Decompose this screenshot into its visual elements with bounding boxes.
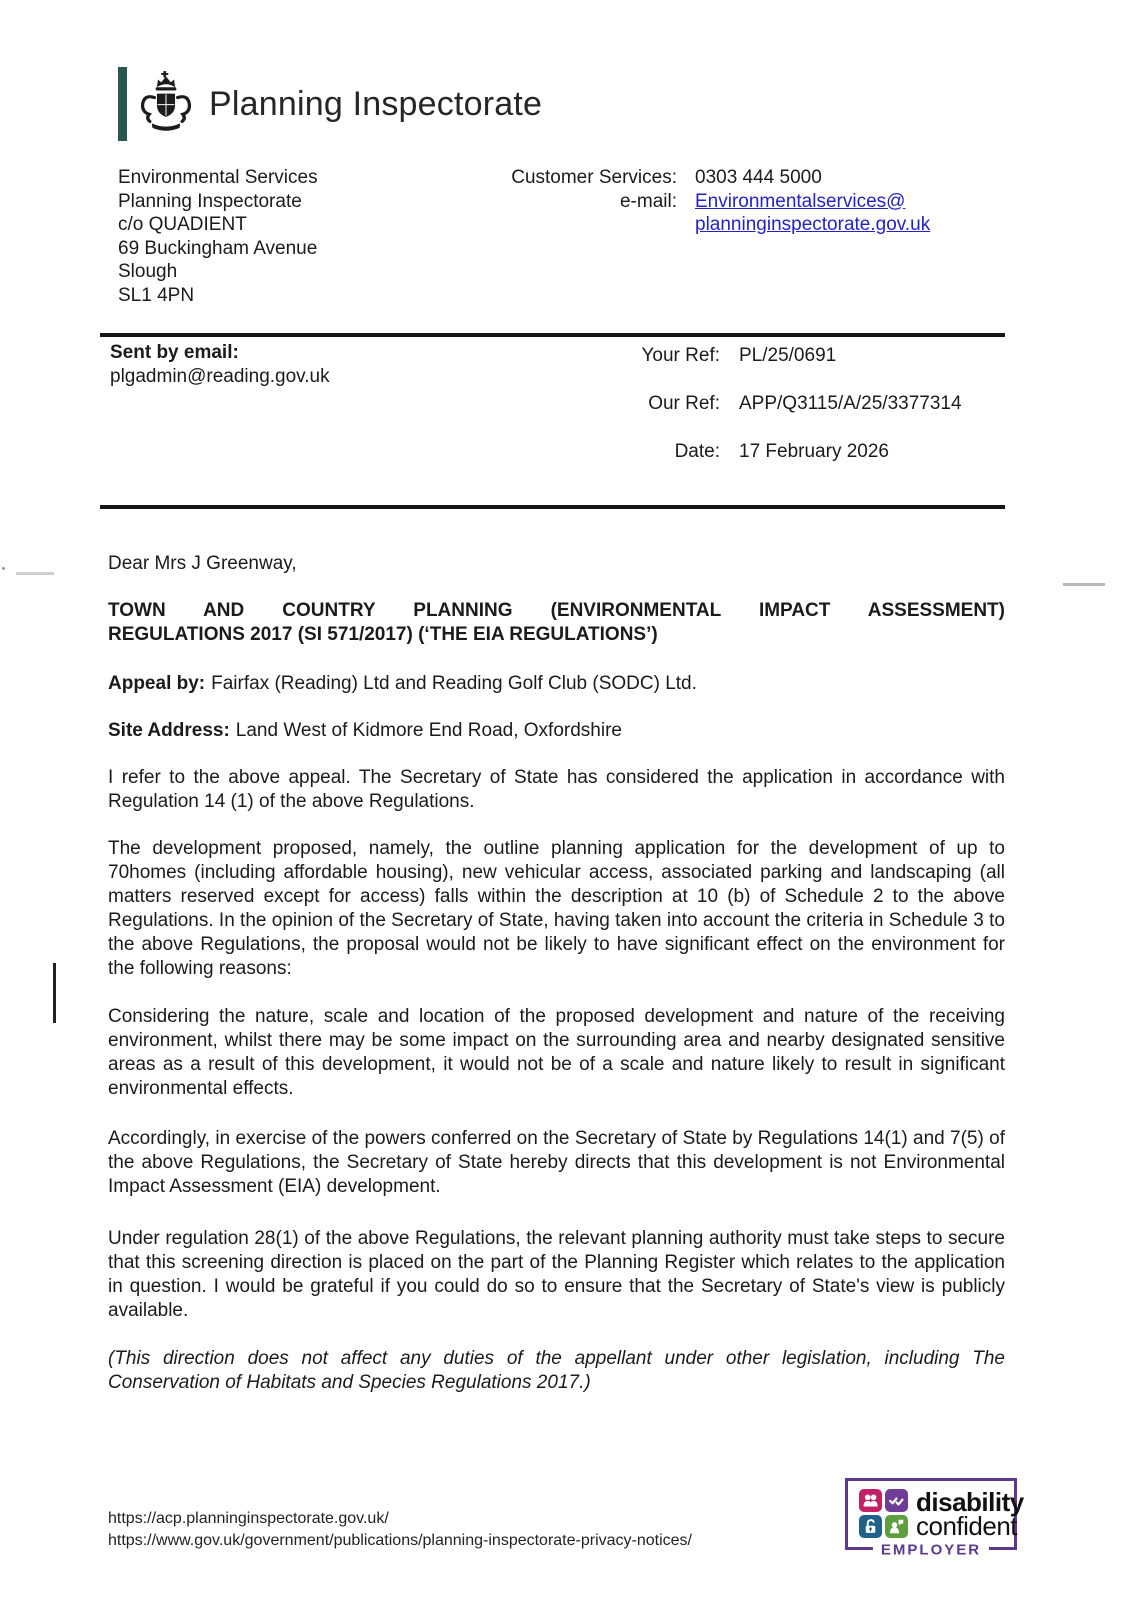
email-label: e-mail: bbox=[619, 190, 677, 212]
our-ref-label: Our Ref: bbox=[648, 393, 720, 414]
badge-inner bbox=[848, 1481, 1024, 1541]
body-paragraph: Considering the nature, scale and location of the proposed development and nature of the receiving environment, whilst there may be some impact on the surrounding area and nearby designated sensitive areas as a result of this development, it would not be of a scale and nature likely to result in significant environmental effects. bbox=[108, 1006, 1005, 1099]
appeal-by-line bbox=[108, 672, 1005, 696]
email-link-line1[interactable]: Environmentalservices@ bbox=[695, 190, 906, 212]
your-ref-value: PL/25/0691 bbox=[739, 345, 837, 366]
letter-heading bbox=[108, 599, 1005, 647]
customer-services-label: Customer Services: bbox=[511, 167, 677, 188]
sender-address-line: SL1 4PN bbox=[118, 284, 195, 306]
sender-address-block bbox=[118, 166, 318, 308]
date-value: 17 February 2026 bbox=[739, 441, 889, 462]
recipient-email: plgadmin@reading.gov.uk bbox=[110, 365, 330, 387]
logo-accent-bar bbox=[118, 67, 127, 141]
scan-mark-dot bbox=[2, 567, 5, 570]
people-icon bbox=[859, 1489, 882, 1512]
letter-heading-line1: TOWN AND COUNTRY PLANNING (ENVIRONMENTAL IMPACT ASSESSMENT) bbox=[108, 600, 1005, 621]
sender-address-line: 69 Buckingham Avenue bbox=[118, 237, 318, 259]
body-paragraph: The development proposed, namely, the outline planning application for the development of up to 70homes (including affordable housing), new vehicular access, associated parking and landscaping (all matters reserved except for access) falls within the description at 10 (b) of Schedule 2 to the above Regulations. In the opinion of the Secretary of State, having taken into account the criteria in Schedule 3 to the above Regulations, the proposal would not be likely to have significant effect on the environment for the following reasons: bbox=[108, 838, 1005, 979]
fold-mark-left bbox=[16, 572, 54, 575]
footer-url: https://acp.planninginspectorate.gov.uk/ bbox=[108, 1510, 389, 1527]
appeal-by-label: Appeal by: bbox=[108, 673, 206, 694]
sender-address-line: Planning Inspectorate bbox=[118, 190, 302, 212]
your-ref-label: Your Ref: bbox=[641, 345, 720, 366]
site-address-text: Land West of Kidmore End Road, Oxfordshire bbox=[235, 720, 622, 741]
horizontal-rule-bottom bbox=[100, 505, 1005, 509]
fold-mark-right bbox=[1063, 583, 1105, 586]
letter-body bbox=[108, 552, 1005, 1418]
salutation: Dear Mrs J Greenway, bbox=[108, 553, 297, 574]
badge-word-disability: disability bbox=[916, 1486, 1024, 1517]
double-check-icon bbox=[885, 1489, 908, 1512]
sender-address-line: Environmental Services bbox=[118, 167, 318, 188]
planning-inspectorate-logo bbox=[118, 66, 542, 142]
date-label: Date: bbox=[674, 441, 720, 462]
our-ref-value: APP/Q3115/A/25/3377314 bbox=[739, 393, 962, 414]
body-paragraph: I refer to the above appeal. The Secretary of State has considered the application in accordance with Regulation 14 (1) of the above Regulations. bbox=[108, 767, 1005, 812]
body-paragraph: Under regulation 28(1) of the above Regulations, the relevant planning authority must take steps to secure that this screening direction is placed on the part of the Planning Register which relates to the application in question. I would be grateful if you could do so to ensure that the Secretary of State's view is publicly available. bbox=[108, 1228, 1005, 1321]
email-link-line2[interactable]: planninginspectorate.gov.uk bbox=[695, 214, 931, 236]
sender-address-line: Slough bbox=[118, 261, 178, 283]
date-row bbox=[630, 440, 962, 464]
letter-heading-line2: REGULATIONS 2017 (SI 571/2017) (‘THE EIA REGULATIONS’) bbox=[108, 624, 658, 645]
sent-by-email-label: Sent by email: bbox=[110, 342, 239, 363]
email-link[interactable] bbox=[695, 190, 930, 237]
person-speaking-icon bbox=[885, 1515, 908, 1538]
customer-services-phone: 0303 444 5000 bbox=[695, 167, 822, 188]
appeal-by-text: Fairfax (Reading) Ltd and Reading Golf Club (SODC) Ltd. bbox=[211, 673, 697, 694]
our-ref-row bbox=[630, 392, 962, 416]
brand-title: Planning Inspectorate bbox=[209, 84, 543, 123]
footer-links bbox=[108, 1508, 692, 1552]
badge-employer-label: EMPLOYER bbox=[873, 1542, 989, 1559]
sender-address-line: c/o QUADIENT bbox=[118, 214, 247, 236]
site-address-label: Site Address: bbox=[108, 720, 230, 741]
contact-block bbox=[493, 166, 930, 237]
site-address-line bbox=[108, 719, 1005, 743]
open-padlock-icon bbox=[859, 1515, 882, 1538]
horizontal-rule-top bbox=[100, 333, 1005, 337]
badge-icon-grid bbox=[859, 1489, 908, 1538]
margin-revision-bar bbox=[53, 963, 56, 1023]
royal-coat-of-arms-icon bbox=[135, 66, 197, 142]
italic-note: (This direction does not affect any duties of the appellant under other legislation, including The Conservation of Habitats and Species Regulations 2017.) bbox=[108, 1348, 1005, 1393]
references-block bbox=[630, 344, 962, 488]
footer-url: https://www.gov.uk/government/publications/planning-inspectorate-privacy-notices/ bbox=[108, 1532, 692, 1549]
badge-word-confident: confident bbox=[916, 1510, 1018, 1541]
dispatch-block bbox=[110, 341, 330, 388]
body-paragraph: Accordingly, in exercise of the powers conferred on the Secretary of State by Regulations 14(1) and 7(5) of the above Regulations, the Secretary of State hereby directs that this development is not Environmental Impact Assessment (EIA) development. bbox=[108, 1128, 1005, 1197]
your-ref-row bbox=[630, 344, 962, 368]
disability-confident-badge bbox=[845, 1478, 1024, 1559]
badge-wordmark bbox=[916, 1486, 1024, 1541]
